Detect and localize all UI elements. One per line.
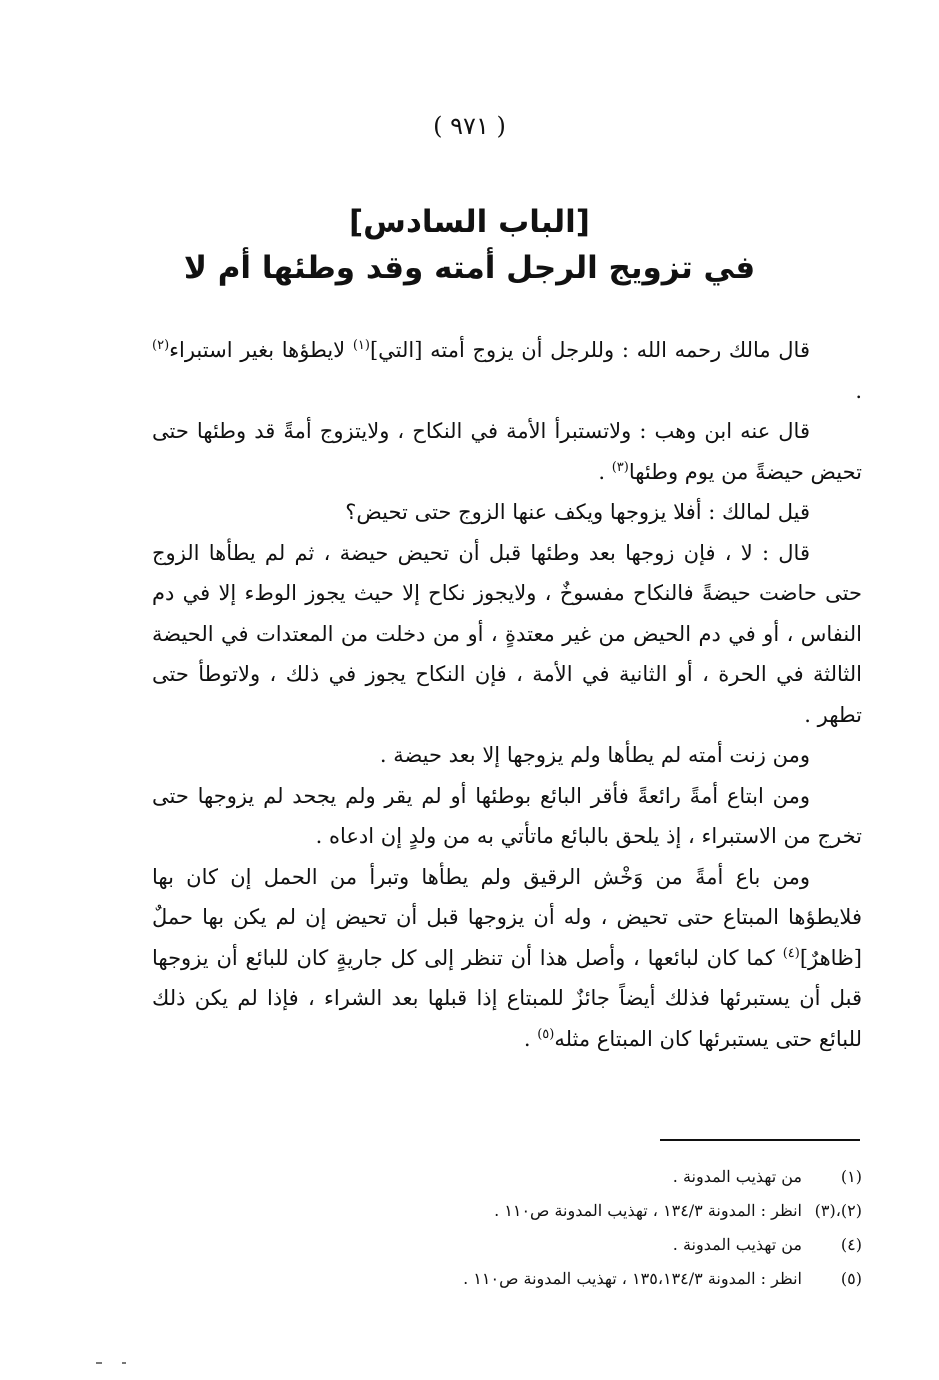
footnote-number: (٥) [840,1269,862,1288]
footnote-ref: (٢) [152,338,170,353]
footnote-number: (١) [840,1167,862,1186]
paragraph: قال عنه ابن وهب : ولاتستبرأ الأمة في النكاح ، ولايتزوج أمةً قد وطئها حتى تحيض حيضةً من يوم وطئها$^{(٣)}$ . [152,419,862,484]
page-number: ( ٩٧١ ) [433,112,506,140]
footnote-number: (٢)،(٣) [814,1201,862,1220]
paragraph: ومن زنت أمته لم يطأها ولم يزوجها إلا بعد حيضة . [379,743,810,767]
paragraph: قال : لا ، فإن زوجها بعد وطئها قبل أن تحيض حيضة ، ثم لم يطأها الزوج حتى حاضت حيضةً فالنكاح مفسوخٌ ، ولايجوز نكاح إلا حيث يجوز الوطء إلا في دم النفاس ، أو في دم الحيض من غير معتدةٍ ، أو من دخلت من المعتدات في الحيضة الثالثة في الحرة ، أو الثانية في الأمة ، فإن النكاح يجوز في ذلك ، ولاتوطأ حتى تطهر . [152,540,862,727]
footnote-ref: (٣) [611,459,629,475]
footnote-text: انظر : المدونة ١٣٥،١٣٤/٣ ، تهذيب المدونة ص١١٠ . [463,1269,802,1288]
footnote-ref: (٥) [537,1026,555,1042]
footnote-ref: (١) [352,338,370,353]
body-text [152,330,862,1059]
footnote-separator [660,1139,860,1141]
paragraph: ومن باع أمةً من وَخْش الرقيق ولم يطأها وتبرأ من الحمل إن كان بها فلايطؤها المبتاع حتى تحيض ، وله أن يزوجها قبل أن تحيض إن لم يكن بها حملٌ [ظاهرٌ]$^{(٤)}$ كما كان لبائعها ، وأصل هذا أن تنظر إلى كل جاريةٍ كان للبائع أن يزوجها قبل أن يستبرئها فذلك أيضاً جائزٌ للمبتاع إذا قبلها بعد الشراء ، فإذا لم يكن ذلك للبائع حتى يستبرئها كان المبتاع مثله$^{(٥)}$ . [152,864,862,1051]
paragraph: ومن ابتاع أمةً رائعةً فأقر البائع بوطئها أو لم يقر ولم يجحد لم يزوجها حتى تخرج من الاستبراء ، إذ يلحق بالبائع ماتأتي به من ولدٍ إن ادعاه . [152,783,862,848]
footnote-text: من تهذيب المدونة . [672,1167,802,1186]
paragraph: قيل لمالك : أفلا يزوجها ويكف عنها الزوج حتى تحيض؟ [345,500,810,524]
footnote [300,1160,862,1194]
chapter-subheading: في تزويج الرجل أمته وقد وطئها أم لا [183,250,756,286]
footnote [300,1228,862,1262]
scan-speck [96,1362,102,1364]
footnotes [300,1160,862,1296]
footnote-text: من تهذيب المدونة . [672,1235,802,1254]
footnote-number: (٤) [840,1235,862,1254]
footnote [300,1194,862,1228]
footnote-text: انظر : المدونة ١٣٤/٣ ، تهذيب المدونة ص١١٠ . [494,1201,802,1220]
footnote [300,1262,862,1296]
scan-speck [122,1362,126,1364]
paragraph: قال مالك رحمه الله : وللرجل أن يزوج أمته [التي]$^{(١)}$ لايطؤها بغير استبراء$^{(٢)}$ . [152,338,862,403]
footnote-ref: (٤) [782,945,800,961]
chapter-heading: [الباب السادس] [349,204,590,240]
